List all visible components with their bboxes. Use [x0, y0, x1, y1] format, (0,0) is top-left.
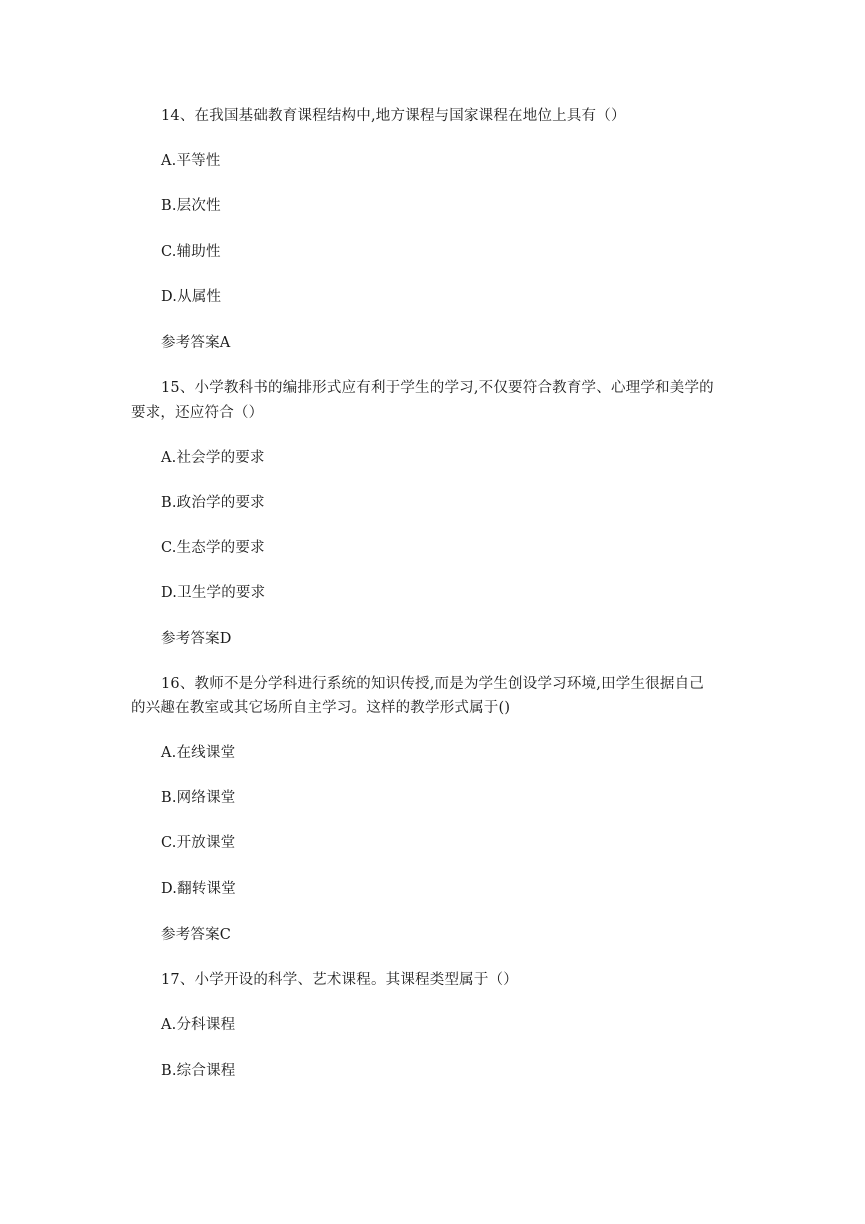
question-15-stem-line1: 15、小学教科书的编排形式应有利于学生的学习,不仅要符合教育学、心理学和美学的 — [161, 380, 714, 396]
question-16-stem-line1: 16、教师不是分学科进行系统的知识传授,而是为学生创设学习环境,田学生很据自己 — [161, 676, 704, 692]
question-14-option-a: A.平等性 — [161, 153, 221, 169]
question-15-option-a: A.社会学的要求 — [161, 450, 265, 466]
question-16-answer: 参考答案C — [161, 927, 232, 943]
question-15-option-c: C.生态学的要求 — [161, 540, 265, 556]
question-16-option-b: B.网络课堂 — [161, 790, 236, 806]
question-14-stem: 14、在我国基础教育课程结构中,地方课程与国家课程在地位上具有（） — [161, 108, 626, 124]
question-16-option-d: D.翻转课堂 — [161, 881, 236, 897]
question-17-option-a: A.分科课程 — [161, 1017, 236, 1033]
question-16-stem-line2: 的兴趣在教室或其它场所自主学习。这样的教学形式属于() — [131, 700, 511, 716]
question-14-option-c: C.辅助性 — [161, 244, 221, 260]
question-15-stem-line2: 要求，还应符合（） — [131, 405, 264, 421]
question-14-option-b: B.层次性 — [161, 198, 221, 214]
question-15-answer: 参考答案D — [161, 631, 232, 647]
question-17-stem: 17、小学开设的科学、艺术课程。其课程类型属于（） — [161, 972, 518, 988]
question-14-option-d: D.从属性 — [161, 289, 222, 305]
question-16-option-c: C.开放课堂 — [161, 835, 236, 851]
question-15-option-d: D.卫生学的要求 — [161, 585, 266, 601]
question-15-option-b: B.政治学的要求 — [161, 495, 265, 511]
question-16-option-a: A.在线课堂 — [161, 745, 236, 761]
question-14-answer: 参考答案A — [161, 335, 231, 351]
question-17-option-b: B.综合课程 — [161, 1063, 236, 1079]
